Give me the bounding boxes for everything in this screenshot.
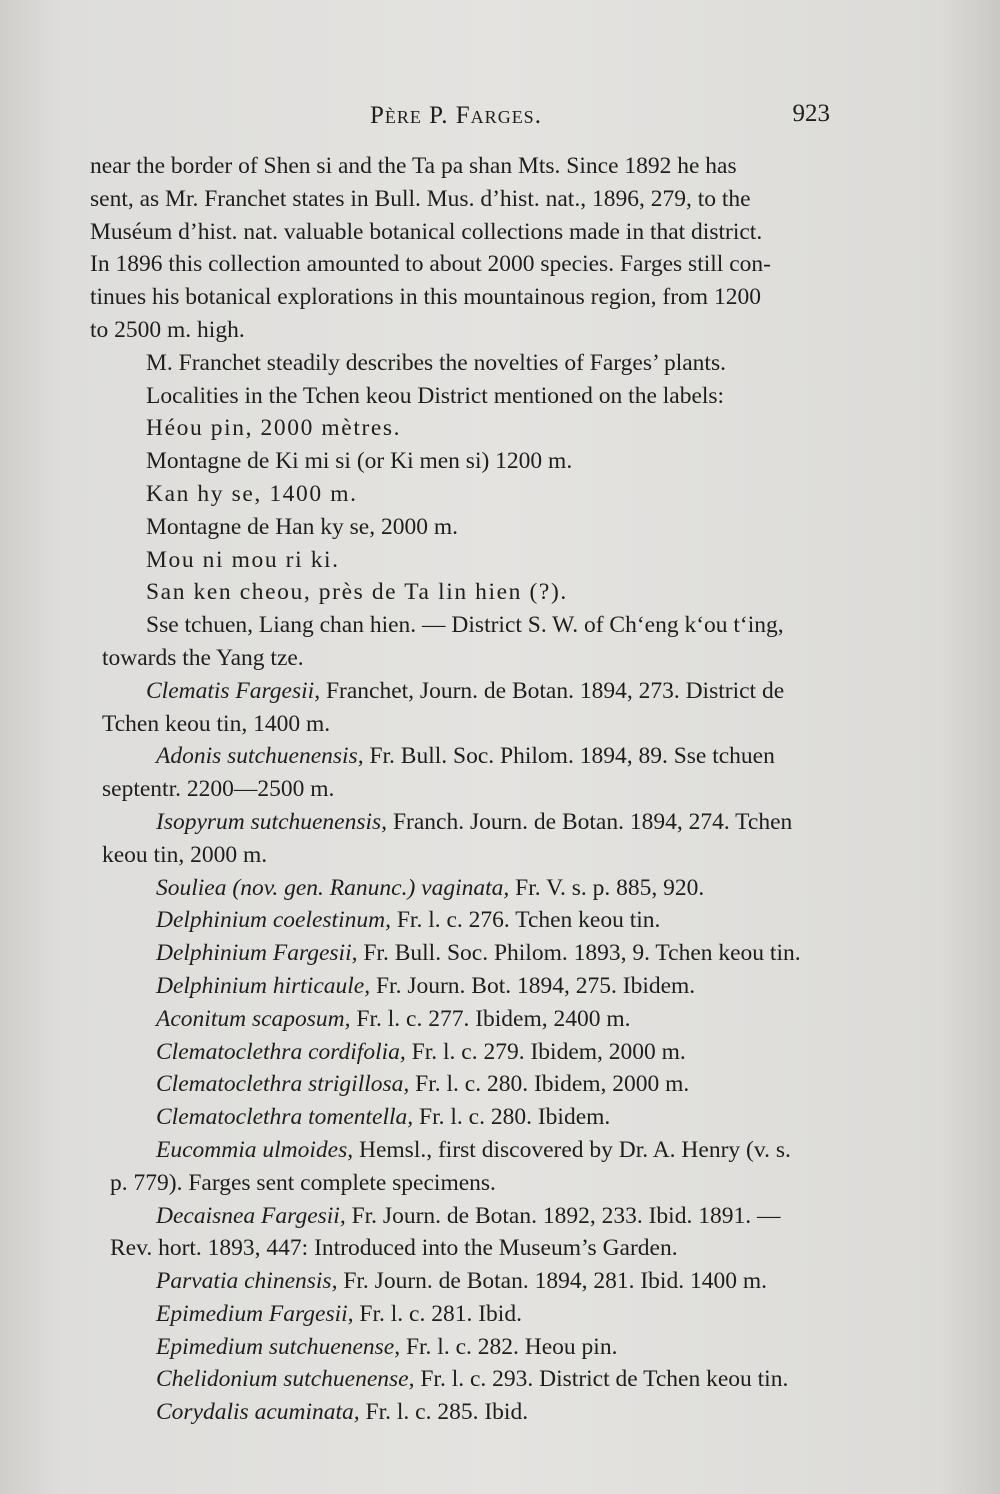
species-name: Delphinium hirticaule, — [156, 972, 371, 999]
species-entry: Clematoclethra strigillosa, Fr. l. c. 280. Ibidem, 2000 m. — [156, 1071, 690, 1098]
species-name: Delphinium Fargesii, — [156, 940, 358, 967]
text-line: Tchen keou tin, 1400 m. — [102, 710, 331, 737]
species-entry: Parvatia chinensis, Fr. Journ. de Botan. 1894, 281. Ibid. 1400 m. — [156, 1268, 767, 1295]
running-title: Père P. Farges. — [370, 102, 542, 129]
text-line: tinues his botanical explorations in this mountainous region, from 1200 — [90, 284, 761, 311]
text-line: In 1896 this collection amounted to about 2000 species. Farges still con- — [90, 251, 771, 278]
species-entry: Delphinium coelestinum, Fr. l. c. 276. Tchen keou tin. — [156, 907, 661, 934]
species-name: Eucommia ulmoides, — [156, 1136, 354, 1163]
species-entry: Corydalis acuminata, Fr. l. c. 285. Ibid. — [156, 1399, 529, 1426]
species-name: Delphinium coelestinum, — [156, 907, 391, 934]
text-line: near the border of Shen si and the Ta pa shan Mts. Since 1892 he has — [90, 153, 737, 179]
species-name: Isopyrum sutchuenensis, — [156, 808, 388, 835]
species-name: Clematoclethra cordifolia, — [156, 1038, 406, 1065]
species-name: Chelidonium sutchuenense, — [156, 1366, 415, 1393]
locality-line: Montagne de Han ky se, 2000 m. — [146, 513, 458, 540]
locality-line: Mou ni mou ri ki. — [146, 546, 340, 573]
locality-line: Héou pin, 2000 mètres. — [146, 415, 402, 442]
species-entry: Isopyrum sutchuenensis, Franch. Journ. de Botan. 1894, 274. Tchen — [156, 808, 793, 835]
text-line: M. Franchet steadily describes the novelties of Farges’ plants. — [146, 349, 726, 376]
page-number: 923 — [792, 100, 830, 127]
text-line: Muséum d’hist. nat. valuable botanical collections made in that district. — [90, 218, 763, 245]
species-name: Clematoclethra strigillosa, — [156, 1071, 410, 1098]
species-name: Clematis Fargesii, — [146, 677, 321, 704]
species-name: Adonis sutchuenensis, — [156, 743, 364, 770]
species-entry: Chelidonium sutchuenense, Fr. l. c. 293. District de Tchen keou tin. — [156, 1366, 789, 1393]
page-body — [90, 150, 830, 1429]
species-entry: Clematoclethra tomentella, Fr. l. c. 280. Ibidem. — [156, 1104, 611, 1131]
text-line: to 2500 m. high. — [90, 316, 245, 343]
species-entry: Delphinium Fargesii, Fr. Bull. Soc. Philom. 1893, 9. Tchen keou tin. — [156, 940, 801, 967]
species-name: Epimedium Fargesii, — [156, 1300, 354, 1327]
locality-line: San ken cheou, près de Ta lin hien (?). — [146, 579, 568, 606]
species-entry: Aconitum scaposum, Fr. l. c. 277. Ibidem, 2400 m. — [156, 1005, 631, 1032]
locality-line: Montagne de Ki mi si (or Ki men si) 1200 m. — [146, 448, 573, 475]
locality-line: Sse tchuen, Liang chan hien. — District S. W. of Chʻeng kʻou tʻing, — [146, 612, 784, 639]
species-name: vaginata, — [421, 874, 510, 901]
text-line: Localities in the Tchen keou District mentioned on the labels: — [146, 382, 725, 409]
locality-line: Kan hy se, 1400 m. — [146, 480, 358, 507]
text-line: towards the Yang tze. — [102, 644, 304, 671]
species-entry: Decaisnea Fargesii, Fr. Journ. de Botan. 1892, 233. Ibid. 1891. — — [156, 1202, 781, 1229]
species-name: Corydalis acuminata, — [156, 1399, 360, 1426]
species-entry: Souliea (nov. gen. Ranunc.) vaginata, Fr. V. s. p. 885, 920. — [156, 874, 705, 901]
text-line: keou tin, 2000 m. — [102, 841, 268, 868]
page-header — [90, 100, 830, 136]
species-entry: Eucommia ulmoides, Hemsl., first discovered by Dr. A. Henry (v. s. — [156, 1136, 791, 1163]
text-line: Rev. hort. 1893, 447: Introduced into the Museum’s Garden. — [110, 1235, 678, 1262]
species-entry: Clematis Fargesii, Franchet, Journ. de Botan. 1894, 273. District de — [146, 677, 785, 704]
species-entry: Delphinium hirticaule, Fr. Journ. Bot. 1894, 275. Ibidem. — [156, 972, 696, 999]
text-line: sent, as Mr. Franchet states in Bull. Mus. d’hist. nat., 1896, 279, to the — [90, 185, 751, 212]
species-name: Aconitum scaposum, — [156, 1005, 351, 1032]
species-entry: Epimedium sutchuenense, Fr. l. c. 282. Heou pin. — [156, 1333, 618, 1360]
species-entry: Clematoclethra cordifolia, Fr. l. c. 279. Ibidem, 2000 m. — [156, 1038, 686, 1065]
species-entry: Adonis sutchuenensis, Fr. Bull. Soc. Philom. 1894, 89. Sse tchuen — [156, 743, 775, 770]
genus-name: Souliea (nov. gen. Ranunc.) — [156, 874, 422, 901]
species-name: Parvatia chinensis, — [156, 1268, 338, 1295]
species-name: Decaisnea Fargesii, — [156, 1202, 346, 1229]
species-entry: Epimedium Fargesii, Fr. l. c. 281. Ibid. — [156, 1300, 522, 1327]
text-line: septentr. 2200—2500 m. — [102, 776, 335, 803]
text-line: p. 779). Farges sent complete specimens. — [110, 1169, 496, 1196]
species-name: Epimedium sutchuenense, — [156, 1333, 401, 1360]
species-name: Clematoclethra tomentella, — [156, 1104, 414, 1131]
